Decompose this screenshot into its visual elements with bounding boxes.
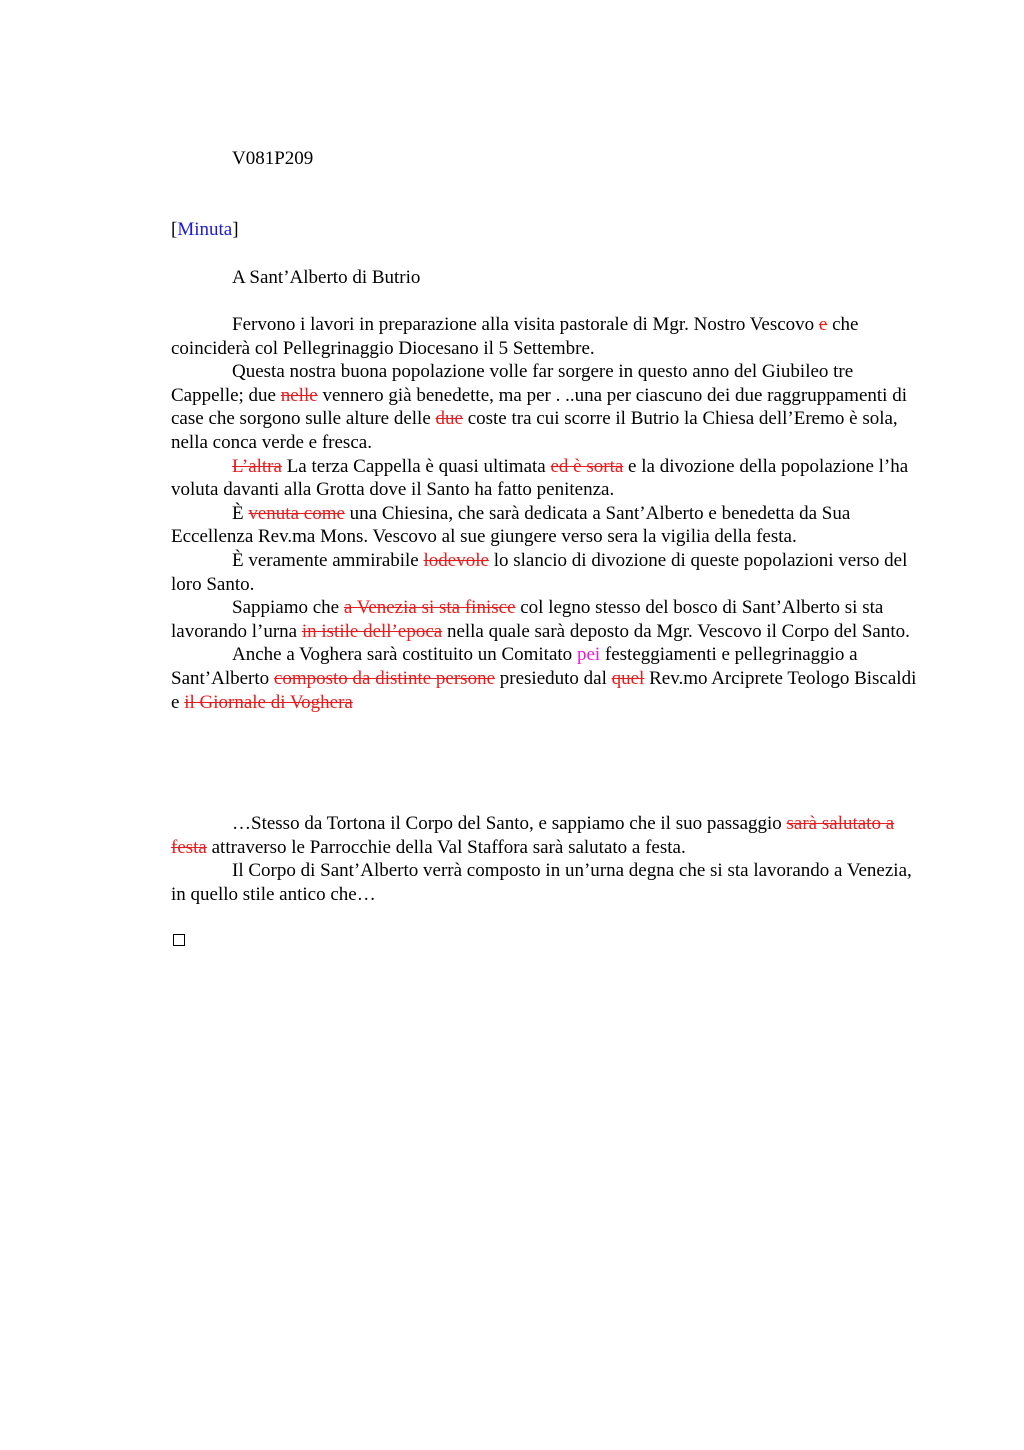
text: festeggiamenti e pellegrinaggio a Sant’Alberto xyxy=(171,644,858,689)
paragraph-9 xyxy=(171,859,919,906)
minuta-label: Minuta xyxy=(177,219,233,240)
text: Questa nostra buona popolazione volle far sorgere in questo anno del Giubileo tre Cappelle; due xyxy=(171,361,854,406)
text: nella quale sarà deposto da Mgr. Vescovo il Corpo del Santo. xyxy=(442,620,910,642)
deleted-text: sarà salutato a festa xyxy=(171,813,895,858)
deleted-text: due xyxy=(435,408,463,430)
text: È xyxy=(232,502,249,524)
deleted-text: lodevole xyxy=(423,549,489,571)
text: vennero già benedette, ma per . ..una per ciascuno dei due raggruppamenti di case che sorgono sulle alture delle xyxy=(171,384,907,430)
minuta-label-line xyxy=(171,218,239,242)
deleted-text: il Giornale di Voghera xyxy=(184,691,353,713)
text: Fervono i lavori in preparazione alla visita pastorale di Mgr. Nostro Vescovo xyxy=(232,314,819,335)
deleted-text: quel xyxy=(611,667,645,689)
text: …Stesso da Tortona il Corpo del Santo, e sappiamo che il suo passaggio xyxy=(232,813,787,834)
main-body xyxy=(171,313,919,714)
checkbox-square-icon xyxy=(173,934,185,946)
text: Anche a Voghera sarà costituito un Comitato xyxy=(232,644,577,666)
deleted-text: L’altra xyxy=(232,455,282,477)
text: Il Corpo di Sant’Alberto verrà composto in un’urna degna che si sta lavorando a Venezia, in quello stile antico che… xyxy=(171,860,912,905)
text: e la divozione della popolazione l’ha voluta davanti alla Grotta dove il Santo ha fatto penitenza. xyxy=(171,455,909,501)
bracket-open: [ xyxy=(171,219,178,240)
text: Sappiamo che xyxy=(232,597,344,619)
paragraph-5 xyxy=(171,549,919,596)
text: È veramente ammirabile xyxy=(232,549,424,571)
text: coste tra cui scorre il Butrio la Chiesa dell’Eremo è sola, nella conca verde e fresca. xyxy=(171,408,898,453)
paragraph-2 xyxy=(171,360,919,454)
bracket-close: ] xyxy=(232,219,239,240)
text: attraverso le Parrocchie della Val Staffora sarà salutato a festa. xyxy=(206,836,686,858)
deleted-text: e xyxy=(818,314,828,335)
text: col legno stesso del bosco di Sant’Alberto si sta lavorando l’urna xyxy=(171,597,884,642)
paragraph-8 xyxy=(171,812,919,859)
document-id: V081P209 xyxy=(232,148,314,169)
paragraph-4 xyxy=(171,502,919,549)
paragraph-1 xyxy=(171,313,919,360)
text: una Chiesina, che sarà dedicata a Sant’Alberto e benedetta da Sua Eccellenza Rev.ma Mons. Vescovo al sue giungere verso sera la vigilia della festa. xyxy=(171,502,851,548)
second-body xyxy=(171,812,919,906)
paragraph-6 xyxy=(171,596,919,643)
deleted-text: composto da distinte persone xyxy=(273,667,496,689)
text: lo slancio di divozione di queste popolazioni verso del loro Santo. xyxy=(171,549,908,595)
text: Rev.mo Arciprete Teologo Biscaldi e xyxy=(171,667,917,713)
text: presieduto dal xyxy=(495,667,612,689)
deleted-text: ed è sorta xyxy=(550,455,624,477)
deleted-text: nelle xyxy=(280,384,318,406)
document-heading: A Sant’Alberto di Butrio xyxy=(232,267,421,288)
inserted-text: pei xyxy=(576,644,601,666)
deleted-text: in istile dell’epoca xyxy=(301,620,443,642)
deleted-text: venuta come xyxy=(248,502,345,524)
deleted-text: a Venezia si sta finisce xyxy=(343,597,516,619)
paragraph-7 xyxy=(171,643,919,714)
text: che coinciderà col Pellegrinaggio Diocesano il 5 Settembre. xyxy=(171,314,859,359)
text: La terza Cappella è quasi ultimata xyxy=(281,455,551,477)
paragraph-3 xyxy=(171,455,919,502)
